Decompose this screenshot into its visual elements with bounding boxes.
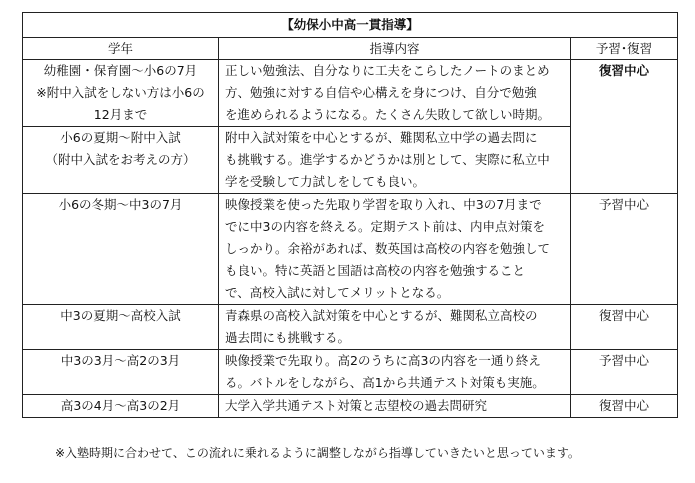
period-line: 12月まで xyxy=(93,107,148,122)
guidance-table xyxy=(22,12,678,418)
period-line: ※附中入試をしない方は小6の xyxy=(36,85,205,100)
content-line: 映像授業で先取り。高2のうちに高3の内容を一通り終え xyxy=(225,353,541,368)
content-cell xyxy=(219,194,571,305)
mode-cell: 予習中心 xyxy=(571,350,678,395)
period-cell xyxy=(23,127,219,194)
content-line: も良い。特に英語と国語は高校の内容を勉強すること xyxy=(225,263,526,278)
content-line: 青森県の高校入試対策を中心とするが、難関私立高校の xyxy=(225,308,538,323)
period-cell xyxy=(23,350,219,395)
period-cell xyxy=(23,305,219,350)
period-line: 中3の3月～高2の3月 xyxy=(60,353,181,368)
mode-cell: 予習中心 xyxy=(571,194,678,305)
content-cell xyxy=(219,305,571,350)
period-line: 小6の夏期～附中入試 xyxy=(60,130,181,145)
content-line: も挑戦する。進学するかどうかは別として、実際に私立中 xyxy=(225,152,550,167)
content-line: 附中入試対策を中心とするが、難関私立中学の過去問に xyxy=(225,130,538,145)
period-line: 幼稚園・保育園～小6の7月 xyxy=(43,63,198,78)
period-line: 小6の冬期～中3の7月 xyxy=(58,197,183,212)
content-line: 正しい勉強法、自分なりに工夫をこらしたノートのまとめ xyxy=(225,63,550,78)
mode-cell-merged: 復習中心 xyxy=(571,60,678,194)
period-line: 中3の夏期～高校入試 xyxy=(60,308,181,323)
table-row xyxy=(23,305,678,350)
table-row xyxy=(23,395,678,418)
content-line: 過去問にも挑戦する。 xyxy=(225,330,351,345)
mode-cell: 復習中心 xyxy=(571,395,678,418)
content-cell xyxy=(219,350,571,395)
table-title: 【幼保小中高一貫指導】 xyxy=(23,13,678,38)
period-line: 高3の4月～高3の2月 xyxy=(60,398,181,413)
period-cell xyxy=(23,194,219,305)
content-cell xyxy=(219,395,571,418)
period-cell xyxy=(23,60,219,127)
content-line: で、高校入試に対してメリットとなる。 xyxy=(225,285,450,300)
table-row xyxy=(23,194,678,305)
content-line: 学を受験して力試しをしても良い。 xyxy=(225,174,426,189)
content-line: しっかり。余裕があれば、数英国は高校の内容を勉強して xyxy=(225,241,551,256)
content-cell xyxy=(219,60,571,127)
table-row xyxy=(23,60,678,127)
table-row xyxy=(23,350,678,395)
footnote: ※入塾時期に合わせて、この流れに乗れるように調整しながら指導していきたいと思っています。 xyxy=(55,446,580,460)
title-row xyxy=(23,13,678,38)
content-line: でに中3の内容を終える。定期テスト前は、内申点対策を xyxy=(225,219,545,234)
header-row xyxy=(23,38,678,60)
content-line: る。バトルをしながら、高1から共通テスト対策も実施。 xyxy=(225,375,545,390)
period-cell xyxy=(23,395,219,418)
content-line: 映像授業を使った先取り学習を取り入れ、中3の7月まで xyxy=(225,197,542,212)
content-line: を進められるようになる。たくさん失敗して欲しい時期。 xyxy=(225,107,551,122)
header-content: 指導内容 xyxy=(219,38,571,60)
period-line: （附中入試をお考えの方） xyxy=(45,152,196,167)
mode-cell: 復習中心 xyxy=(571,305,678,350)
header-mode: 予習･復習 xyxy=(571,38,678,60)
header-period: 学年 xyxy=(23,38,219,60)
content-cell xyxy=(219,127,571,194)
content-line: 方、勉強に対する自信や心構えを身につけ、自分で勉強 xyxy=(225,85,537,100)
content-line: 大学入学共通テスト対策と志望校の過去問研究 xyxy=(225,398,488,413)
